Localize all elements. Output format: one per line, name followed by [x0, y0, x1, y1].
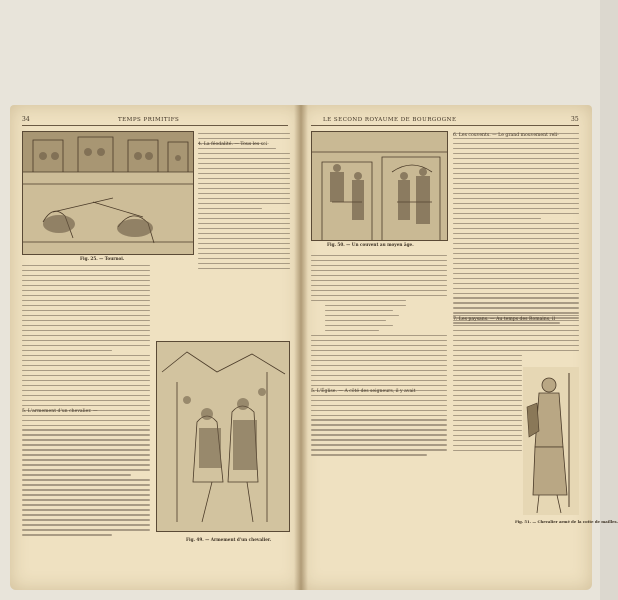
right-page-lower-left-text — [311, 255, 447, 459]
fig-tournament-caption: Fig. 25. — Tournoi. — [80, 256, 125, 261]
fig-convent-caption: Fig. 50. — Un couvent au moyen âge. — [327, 242, 414, 247]
fig-knight-arming-caption: Fig. 49. — Armement d'un chevalier. — [186, 537, 272, 542]
tournament-illustration — [22, 131, 194, 255]
couvents-heading-line: 6. Les couvents. — Le grand mouvement reli- — [453, 133, 559, 138]
right-page-upper-right-text — [453, 133, 579, 327]
book-gutter — [294, 105, 308, 590]
right-running-header: LE SECOND ROYAUME DE BOURGOGNE — [323, 117, 457, 123]
left-running-header: TEMPS PRIMITIFS — [118, 117, 180, 123]
knight-mail-illustration — [523, 367, 579, 515]
paysans-heading-line: 7. Les paysans. — Au temps des Romains, il — [453, 317, 555, 322]
feodalite-heading-line: 4. La féodalité. — Tous les sei- — [198, 142, 269, 147]
right-page-number: 35 — [571, 116, 579, 123]
left-page — [10, 105, 301, 590]
left-page-number: 34 — [22, 116, 30, 123]
right-header-rule — [311, 125, 579, 126]
left-page-upper-right-text — [198, 133, 290, 273]
knight-arming-illustration — [156, 341, 290, 532]
left-page-lower-left-text — [22, 265, 150, 539]
eglise-heading-line: 5. L'Église. — A côté des seigneurs, il y avait — [311, 389, 416, 394]
left-header-rule — [22, 125, 288, 126]
fig-knight-mail-caption: Fig. 51. — Chevalier armé de la cotte de mailles. — [515, 519, 618, 524]
open-book — [10, 105, 618, 590]
right-page — [301, 105, 618, 590]
armement-heading-line: 5. L'armement d'un chevalier. — — [22, 409, 98, 414]
convent-illustration — [311, 131, 448, 241]
